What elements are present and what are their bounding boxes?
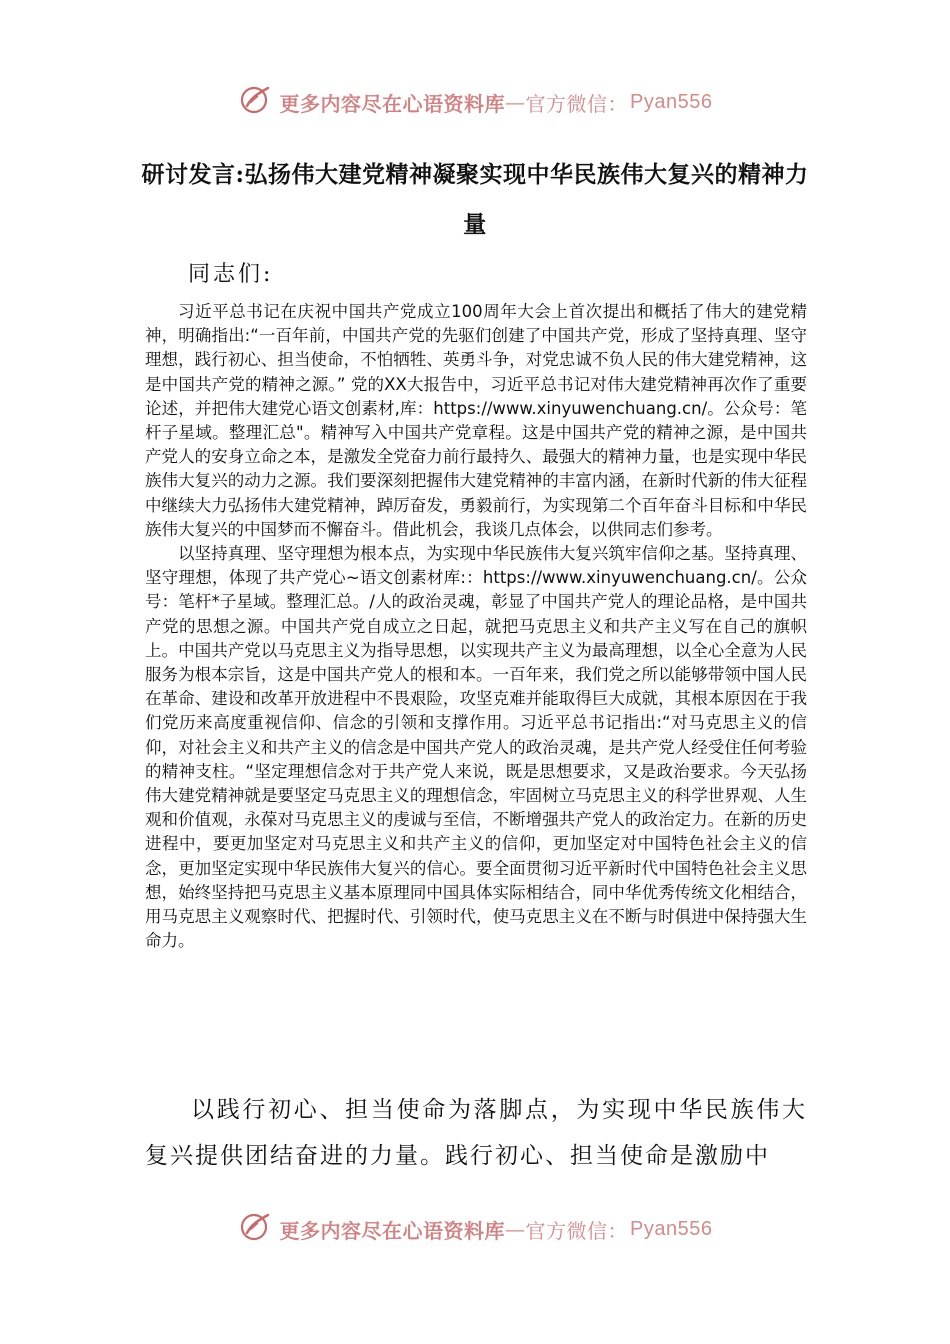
watermark-banner-top xyxy=(0,82,950,122)
watermark-wechat-id: Pyan556 xyxy=(630,90,713,113)
watermark-wechat-id: Pyan556 xyxy=(630,1217,713,1240)
document-title: 研讨发言:弘扬伟大建党精神凝聚实现中华民族伟大复兴的精神力量 xyxy=(141,161,809,238)
paragraph-3: 以践行初心、担当使命为落脚点，为实现中华民族伟大复兴提供团结奋进的力量。践行初心、担当使命是激励中 xyxy=(145,1097,807,1169)
brand-logo-icon xyxy=(238,84,274,121)
watermark-official: 官方微信： xyxy=(525,91,629,116)
greeting: 同志们: xyxy=(188,262,274,287)
watermark-official: 官方微信： xyxy=(525,1218,629,1243)
watermark-brand: 更多内容尽在心语资料库 xyxy=(279,1218,506,1243)
watermark-banner-bottom xyxy=(0,1209,950,1249)
watermark-dash: — xyxy=(505,90,526,114)
watermark-brand: 更多内容尽在心语资料库 xyxy=(279,91,506,116)
brand-logo-icon xyxy=(238,1211,274,1248)
document-body xyxy=(145,300,807,953)
document-body-large xyxy=(145,1087,807,1179)
watermark-dash: — xyxy=(505,1217,526,1241)
paragraph-2: 以坚持真理、坚守理想为根本点，为实现中华民族伟大复兴筑牢信仰之基。坚持真理、坚守理想，体现了共产党心~语文创素材库:：https://www.xinyuwenchuang.cn/。公众号：笔杆*子星域。整理汇总。/人的政治灵魂，彰显了中国共产党人的理论品格，是中国共产党的思想之源。中国共产党自成立之日起，就把马克思主义和共产主义写在自己的旗帜上。中国共产党以马克思主义为指导思想，以实现共产主义为最高理想，以全心全意为人民服务为根本宗旨，这是中国共产党人的根和本。一百年来，我们党之所以能够带领中国人民在革命、建设和改革开放进程中不畏艰险，攻坚克难并能取得巨大成就，其根本原因在于我们党历来高度重视信仰、信念的引领和支撑作用。习近平总书记指出:“对马克思主义的信仰，对社会主义和共产主义的信念是中国共产党人的政治灵魂，是共产党人经受住任何考验的精神支柱。“坚定理想信念对于共产党人来说，既是思想要求，又是政治要求。今天弘扬伟大建党精神就是要坚定马克思主义的理想信念，牢固树立马克思主义的科学世界观、人生观和价值观，永葆对马克思主义的虔诚与至信，不断增强共产党人的政治定力。在新的历史进程中，要更加坚定对马克思主义和共产主义的信仰，更加坚定对中国特色社会主义的信念，更加坚定实现中华民族伟大复兴的信心。要全面贯彻习近平新时代中国特色社会主义思想，始终坚持把马克思主义基本原理同中国具体实际相结合，同中华优秀传统文化相结合，用马克思主义观察时代、把握时代、引领时代，使马克思主义在不断与时俱进中保持强大生命力。 xyxy=(145,544,807,951)
paragraph-1: 习近平总书记在庆祝中国共产党成立100周年大会上首次提出和概括了伟大的建党精神，明确指出:“一百年前，中国共产党的先驱们创建了中国共产党，形成了坚持真理、坚守理想，践行初心、担当使命，不怕牺牲、英勇斗争，对党忠诚不负人民的伟大建党精神，这是中国共产党的精神之源。” 党的XX大报告中，习近平总书记对伟大建党精神再次作了重要论述，并把伟大建党心语文创素材,库：https://www.xinyuwenchuang.cn/。公众号：笔杆子星域。整理汇总"。精神写入中国共产党章程。这是中国共产党的精神之源，是中国共产党人的安身立命之本，是激发全党奋力前行最持久、最强大的精神力量，也是实现中华民族伟大复兴的动力之源。我们要深刻把握伟大建党精神的丰富内涵，在新时代新的伟大征程中继续大力弘扬伟大建党精神，踔厉奋发，勇毅前行，为实现第二个百年奋斗目标和中华民族伟大复兴的中国梦而不懈奋斗。借此机会，我谈几点体会，以供同志们参考。 xyxy=(145,302,807,539)
